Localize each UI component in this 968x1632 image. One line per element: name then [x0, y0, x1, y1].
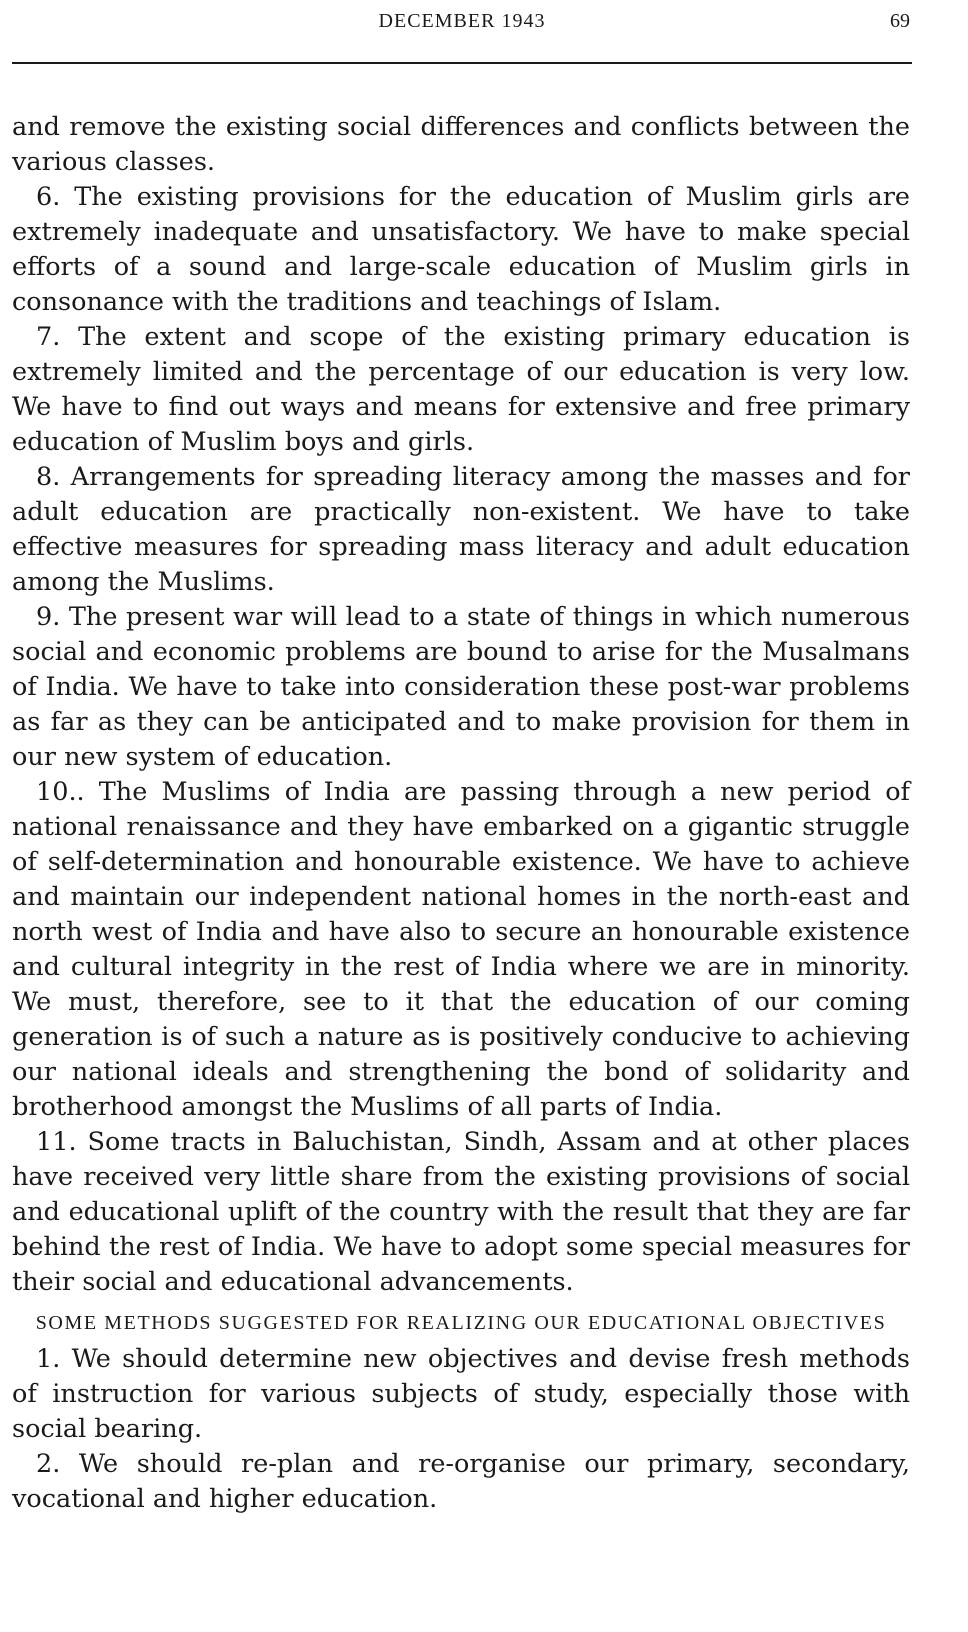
paragraph-item-6: 6. The existing provisions for the education of Muslim girls are extremely inadequate and unsatisfactory. We have to make special efforts of a sound and large-scale education of Muslim girls in consonance with the traditions and teachings of Islam. — [12, 182, 910, 317]
paragraph-item-7: 7. The extent and scope of the existing primary education is extremely limited and the percentage of our education is very low. We have to find out ways and means for extensive and free primary education of Muslim boys and girls. — [12, 322, 910, 457]
paragraph-item-9: 9. The present war will lead to a state of things in which numerous social and economic problems are bound to arise for the Musalmans of India. We have to take into consideration these post-war problems as far as they can be anticipated and to make provision for them in our new system of education. — [12, 602, 910, 772]
body-text — [12, 110, 910, 1517]
page-number: 69 — [890, 10, 910, 32]
method-item-1: 1. We should determine new objectives and devise fresh methods of instruction for various subjects of study, especially those with social bearing. — [12, 1344, 910, 1444]
paragraph-continuation: and remove the existing social differences and conflicts between the various classes. — [12, 112, 910, 177]
method-item-2: 2. We should re-plan and re-organise our primary, secondary, vocational and higher education. — [12, 1449, 910, 1514]
document-page — [12, 0, 910, 1632]
paragraph-item-8: 8. Arrangements for spreading literacy among the masses and for adult education are practically non-existent. We have to take effective measures for spreading mass literacy and adult education among the Muslims. — [12, 462, 910, 597]
header-title: DECEMBER 1943 — [378, 10, 546, 32]
running-header — [12, 0, 912, 64]
paragraph-item-10: 10.. The Muslims of India are passing through a new period of national renaissance and they have embarked on a gigantic struggle of self-determination and honourable existence. We have to achieve and maintain our independent national homes in the north-east and north west of India and have also to secure an honourable existence and cultural integrity in the rest of India where we are in minority. We must, therefore, see to it that the education of our coming generation is of such a nature as is positively conducive to achieving our national ideals and strengthening the bond of solidarity and brotherhood amongst the Muslims of all parts of India. — [12, 777, 910, 1122]
paragraph-item-11: 11. Some tracts in Baluchistan, Sindh, Assam and at other places have received very little share from the existing provisions of social and educational uplift of the country with the result that they are far behind the rest of India. We have to adopt some special measures for their social and educational advancements. — [12, 1127, 910, 1297]
section-heading: SOME METHODS SUGGESTED FOR REALIZING OUR EDUCATIONAL OBJECTIVES — [35, 1312, 887, 1334]
